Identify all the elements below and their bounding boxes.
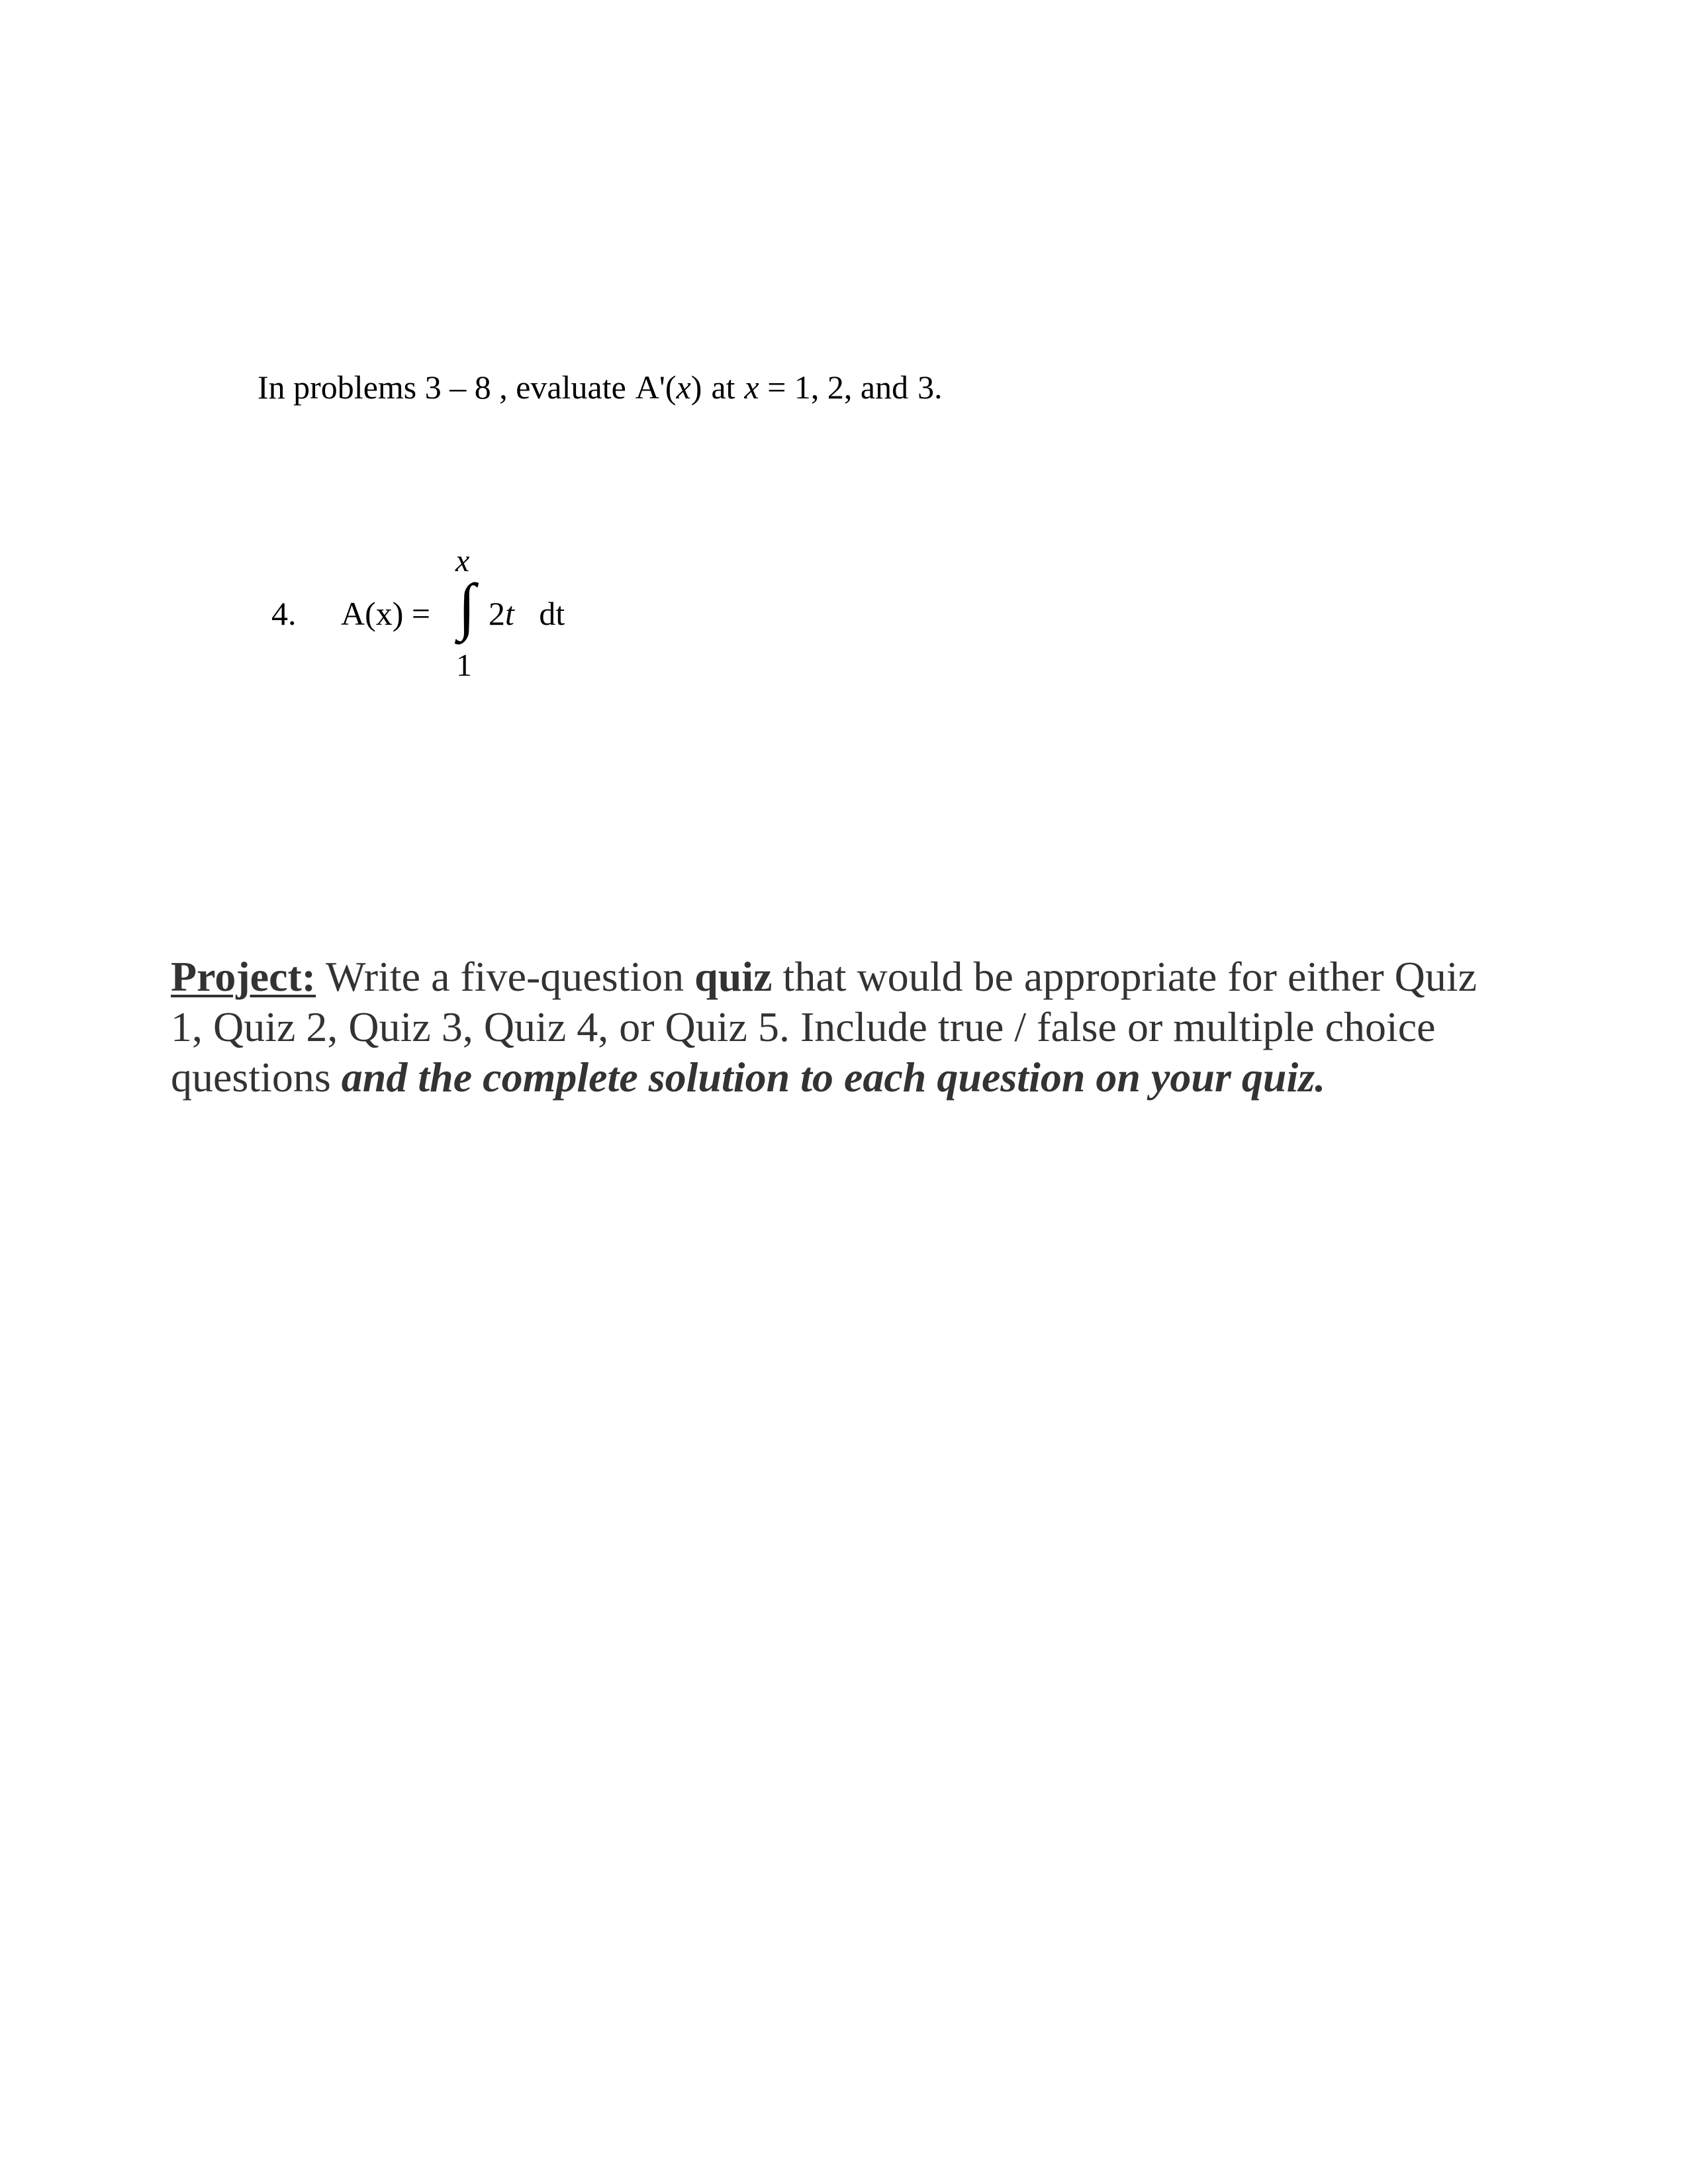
problem-number: 4.: [271, 595, 297, 632]
problem-lhs: A(x) =: [341, 595, 431, 632]
integrand: [489, 594, 565, 633]
instruction-at: at: [711, 369, 735, 406]
project-end: .: [1315, 1054, 1326, 1101]
integrand-differential: dt: [539, 595, 565, 632]
instruction-line: [258, 368, 943, 406]
problem-4: [271, 543, 735, 702]
project-emphasis: and the complete solution to each question on your quiz: [341, 1054, 1315, 1101]
project-paragraph: [171, 952, 1508, 1103]
instruction-last-value: 3.: [917, 369, 943, 406]
integrand-variable: t: [505, 595, 514, 632]
integrand-coefficient: 2: [489, 595, 505, 632]
derivative-function: A'(: [635, 369, 677, 406]
integral-lower-limit: 1: [456, 648, 472, 683]
derivative-variable: x: [676, 369, 691, 406]
project-text-1: Write a five-question: [316, 953, 695, 1000]
integral-upper-limit: x: [455, 543, 470, 578]
project-text-2: that would be appropriate for either Quiz 1, Quiz 2, Quiz 3, Quiz 4, or Quiz 5. Include true / false or multiple choice questions: [171, 953, 1477, 1101]
integral-sign: ∫: [458, 570, 476, 641]
project-bold-word: quiz: [694, 953, 773, 1000]
instruction-values: = 1, 2, and: [767, 369, 909, 406]
derivative-function-close: ): [690, 369, 702, 406]
instruction-x-variable: x: [744, 369, 759, 406]
instruction-lead: In problems 3 – 8 , evaluate: [258, 369, 626, 406]
project-label: Project:: [171, 953, 316, 1000]
